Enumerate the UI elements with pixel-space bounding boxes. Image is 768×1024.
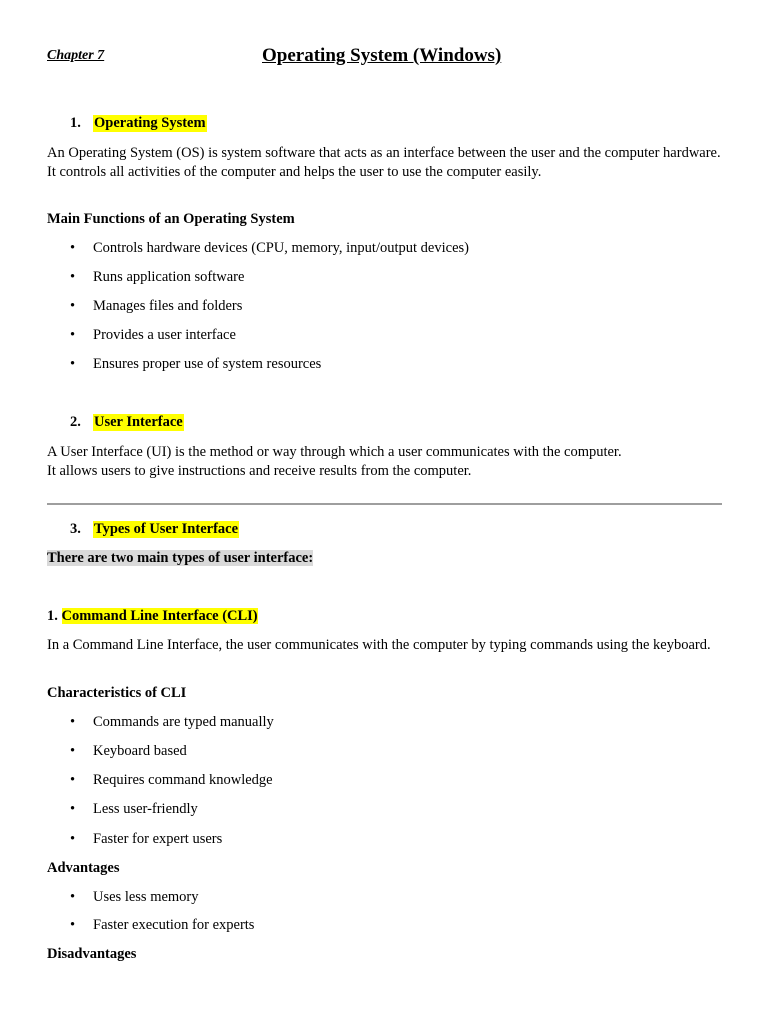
- bullet-icon: •: [70, 714, 76, 730]
- sub-heading: Main Functions of an Operating System: [47, 211, 295, 227]
- page-title: Operating System (Windows): [262, 45, 502, 66]
- cli-heading: [47, 608, 258, 625]
- paragraph-line: It allows users to give instructions and receive results from the computer.: [47, 463, 472, 479]
- bullet-icon: •: [70, 889, 76, 905]
- paragraph-line: A User Interface (UI) is the method or way through which a user communicates with the computer.: [47, 444, 622, 460]
- list-item-text: Controls hardware devices (CPU, memory, input/output devices): [93, 240, 469, 256]
- list-item-text: Requires command knowledge: [93, 772, 273, 788]
- section-title: User Interface: [94, 414, 183, 430]
- bullet-icon: •: [70, 356, 76, 372]
- cli-number: 1.: [47, 608, 58, 624]
- paragraph-line: It controls all activities of the computer and helps the user to use the computer easily.: [47, 164, 542, 180]
- advantages-heading: Advantages: [47, 860, 120, 876]
- list-item-text: Ensures proper use of system resources: [93, 356, 322, 372]
- bullet-icon: •: [70, 743, 76, 759]
- list-item-text: Commands are typed manually: [93, 714, 274, 730]
- section-number: 1.: [70, 115, 81, 131]
- bullet-icon: •: [70, 240, 76, 256]
- intro-text: There are two main types of user interface:: [47, 550, 314, 566]
- cli-title: Command Line Interface (CLI): [61, 608, 258, 624]
- section-number: 2.: [70, 414, 81, 430]
- bullet-icon: •: [70, 327, 76, 343]
- bullet-icon: •: [70, 298, 76, 314]
- horizontal-divider: [47, 503, 722, 505]
- section-3-intro: [47, 550, 313, 567]
- list-item-text: Faster execution for experts: [93, 917, 255, 933]
- section-title: Operating System: [94, 115, 206, 131]
- list-item-text: Faster for expert users: [93, 831, 223, 847]
- list-item-text: Uses less memory: [93, 889, 199, 905]
- chapter-label: Chapter 7: [47, 48, 105, 63]
- paragraph-line: An Operating System (OS) is system software that acts as an interface between the user and the computer hardware.: [47, 145, 721, 161]
- bullet-icon: •: [70, 772, 76, 788]
- bullet-icon: •: [70, 831, 76, 847]
- list-item-text: Manages files and folders: [93, 298, 243, 314]
- section-1-paragraph: [47, 144, 737, 182]
- list-item-text: Keyboard based: [93, 743, 187, 759]
- list-item-text: Less user-friendly: [93, 801, 198, 817]
- characteristics-heading: Characteristics of CLI: [47, 685, 187, 701]
- section-title: Types of User Interface: [94, 521, 239, 537]
- list-item-text: Provides a user interface: [93, 327, 236, 343]
- bullet-icon: •: [70, 917, 76, 933]
- disadvantages-heading: Disadvantages: [47, 946, 137, 962]
- section-number: 3.: [70, 521, 81, 537]
- bullet-icon: •: [70, 269, 76, 285]
- section-2-paragraph: [47, 443, 737, 481]
- list-item-text: Runs application software: [93, 269, 245, 285]
- bullet-icon: •: [70, 801, 76, 817]
- cli-paragraph: In a Command Line Interface, the user communicates with the computer by typing commands using the keyboard.: [47, 637, 711, 653]
